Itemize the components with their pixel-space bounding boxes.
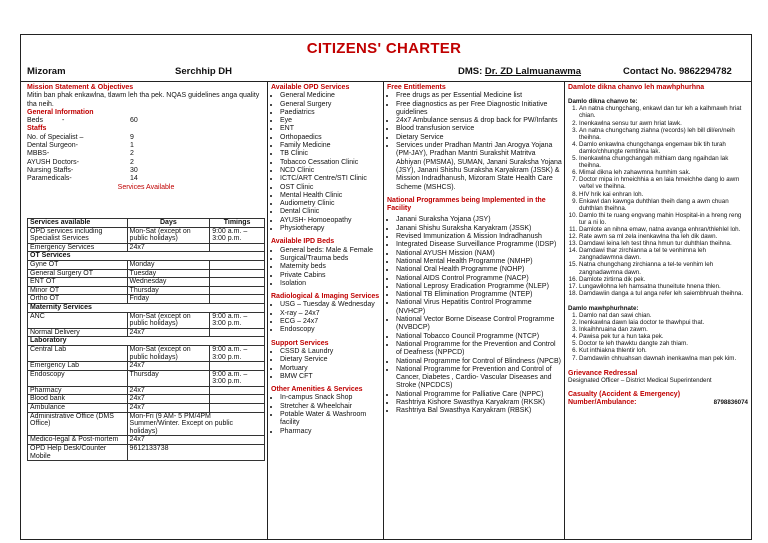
support-service-item: • CSSD & Laundry: [280, 348, 381, 356]
right-item: 14. Damdawi thar zirchianna a tel te venhimna leh zangnadawmna dawn.: [579, 247, 748, 261]
casualty-title: Casualty (Accident & Emergency) Number/Ambulance:: [568, 390, 681, 407]
program-item: • National Virus Hepatitis Control Programme (NVHCP): [396, 299, 562, 316]
service-row: [28, 269, 265, 278]
service-days: 24x7: [127, 243, 210, 252]
duty-item: 4. Pawisa pek tur a hun taka pek.: [579, 333, 748, 340]
radio-service-item: • USG – Tuesday & Wednesday: [280, 301, 381, 309]
amenity-item: • Pharmacy: [280, 428, 381, 436]
right-item: 17. Lungawilohna leh hamsatna thuneitute hnena thlen.: [579, 283, 748, 290]
radio-service-item: • X-ray – 24x7: [280, 310, 381, 318]
amenity-item: • Stretcher & Wheelchair: [280, 403, 381, 411]
support-service-item: • Dietary Service: [280, 356, 381, 364]
opd-service-item: • TB Clinic: [280, 150, 381, 158]
right-item: 8. HIV hrik kai enhran loh.: [579, 191, 748, 198]
service-name: ENT OT: [28, 278, 128, 287]
duty-item: 2. Inenkawlna dawn laia doctor te thawhpui that.: [579, 319, 748, 326]
right-item: 16. Damlote zirtirna dik pek.: [579, 276, 748, 283]
service-name: Medico-legal & Post-mortem: [28, 436, 128, 445]
service-row: [28, 260, 265, 269]
ipd-bed-item: • Isolation: [280, 280, 381, 288]
program-item: • National Programme for Palliative Care (NPPC): [396, 391, 562, 399]
services-table-header: [28, 219, 265, 228]
opd-service-item: • Audiometry Clinic: [280, 200, 381, 208]
opd-service-item: • General Medicine: [280, 92, 381, 100]
duty-item: 1. Damlo nat dan sawi chian.: [579, 312, 748, 319]
staffs-title: Staffs: [27, 125, 47, 133]
service-row: [28, 243, 265, 252]
grievance-title: Grievance Redressal: [568, 369, 638, 377]
header-services: Services available: [28, 219, 128, 228]
service-name: Normal Delivery: [28, 328, 128, 337]
staff-value: 2: [130, 158, 134, 166]
amenity-item: • Potable Water & Washroom facility: [280, 411, 381, 428]
mission-title: Mission Statement & Objectives: [27, 84, 134, 91]
beds-row: [27, 117, 265, 125]
service-name: OPD Help Desk/Counter Mobile: [28, 445, 128, 461]
service-name: Emergency Services: [28, 243, 128, 252]
column-services: [271, 84, 381, 436]
service-timing: 9:00 a.m. – 3:00 p.m.: [210, 345, 265, 361]
free-entitlement-item: • Dietary Service: [396, 134, 562, 142]
program-list: [387, 216, 562, 415]
program-item: • National Programme for Prevention and Control of Cancer, Diabetes , Cardio- Vascular Diseases and Stroke (NPCDCS): [396, 366, 562, 391]
service-row: [28, 362, 265, 371]
service-timing: [210, 243, 265, 252]
header-days: Days: [127, 219, 210, 228]
service-days: 24x7: [127, 386, 210, 395]
service-row: [28, 286, 265, 295]
staff-list: [27, 134, 265, 184]
right-item: 7. Doctor mipa in hmeichhia a en laia hmeichhe dang lo awm ve/tel ve theihna.: [579, 176, 748, 190]
right-item: 9. Enkawl dan kawnga duhthlan theih dang a awm chuan duhthlan theihna.: [579, 198, 748, 212]
right-item: 1. An natna chungchang, enkawl dan tur leh a kalhmawh hriat chian.: [579, 105, 748, 119]
service-days: 9612133738: [127, 445, 264, 461]
program-item: • National AIDS Control Programme (NACP): [396, 275, 562, 283]
programs-title: National Programmes being Implemented in the Facility: [387, 196, 546, 213]
duty-item: 5. Doctor te leh thawktu dangte zah thiam.: [579, 340, 748, 347]
program-item: • National TB Elimination Programme (NTEP): [396, 291, 562, 299]
amenity-item: • In-campus Snack Shop: [280, 394, 381, 402]
duties-title: Damlo mawhphurhnate:: [568, 304, 639, 312]
program-item: • National Leprosy Eradication Programme (NLEP): [396, 283, 562, 291]
service-timing: [210, 286, 265, 295]
service-days: Thursday: [127, 286, 210, 295]
support-list: [271, 348, 381, 381]
service-name: Pharmacy: [28, 386, 128, 395]
service-timing: [210, 269, 265, 278]
service-timing: [210, 395, 265, 404]
program-item: • National Programme for the Prevention and Control of Deafness (NPPCD): [396, 341, 562, 358]
services-table: [27, 218, 265, 461]
service-days: Friday: [127, 295, 210, 304]
free-title: Free Entitlements: [387, 84, 446, 91]
program-item: • Janani Shishu Suraksha Karyakram (JSSK): [396, 225, 562, 233]
service-row: [28, 295, 265, 304]
service-name: Ambulance: [28, 404, 128, 413]
service-group-row: [28, 337, 265, 346]
staff-value: 2: [130, 150, 134, 158]
right-item: 2. Inenkawlna sensu tur awm hriat lawk.: [579, 120, 748, 127]
free-entitlement-item: • Services under Pradhan Mantri Jan Arogya Yojana (PM-JAY), Pradhan Mantri Surakshit Matritva Abhiyan (PMSMA), SUMAN, Janani Suraksha Yojana (JSY), Janani Shishu Suraksha Karyakram (JSSK) & Mission Indradhanush, Mizoram State Health Care Scheme (MSHCS).: [396, 142, 562, 192]
duty-item: 7. Damdawiin chhuahsan dawnah inenkawlna man pek kim.: [579, 355, 748, 362]
casualty-number: 8798836074: [713, 399, 748, 407]
ipd-bed-item: • Private Cabins: [280, 272, 381, 280]
program-item: • Revised Immunization & Mission Indradhanush: [396, 233, 562, 241]
service-timing: [210, 386, 265, 395]
staff-row: [27, 159, 265, 167]
service-group-label: OT Services: [28, 252, 265, 261]
right-item: 13. Damdawi leina leh test tihna hmun tur duhthlan theihna.: [579, 240, 748, 247]
staff-row: [27, 175, 265, 183]
column-divider: [564, 81, 565, 540]
column-general: [27, 84, 265, 192]
staff-label: Dental Surgeon-: [27, 142, 78, 150]
ipd-bed-item: • Surgical/Trauma beds: [280, 255, 381, 263]
header-divider: [20, 81, 752, 82]
service-row: [28, 345, 265, 361]
program-item: • Rashtriya Kishore Swasthya Karyakram (RKSK): [396, 399, 562, 407]
rights-section-title: Damlote dikna chanvo leh mawhphurhna: [568, 84, 705, 91]
grievance-text: Designated Officer – District Medical Superintendent: [568, 376, 712, 384]
radio-title: Radiological & Imaging Services: [271, 293, 380, 301]
page-title: CITIZENS' CHARTER: [306, 40, 462, 57]
beds-value: 60: [130, 117, 138, 125]
support-title: Support Services: [271, 339, 329, 347]
service-days: Monday: [127, 260, 210, 269]
opd-service-item: • Eye: [280, 117, 381, 125]
service-timing: 9:00 a.m. – 3:00 p.m.: [210, 370, 265, 386]
service-name: Emergency Lab: [28, 362, 128, 371]
staff-label: Nursing Staffs-: [27, 166, 74, 174]
staff-row: [27, 167, 265, 175]
opd-service-item: • Physiotherapy: [280, 225, 381, 233]
contact-number: Contact No. 9862294782: [623, 66, 732, 77]
support-service-item: • BMW CFT: [280, 373, 381, 381]
service-group-label: Maternity Services: [28, 303, 265, 312]
program-item: • National Tobacco Council Programme (NTCP): [396, 333, 562, 341]
service-name: General Surgery OT: [28, 269, 128, 278]
program-item: • Janani Suraksha Yojana (JSY): [396, 216, 562, 224]
service-name: OPD services including Specialist Services: [28, 227, 128, 243]
ipd-list: [271, 247, 381, 288]
service-row: [28, 404, 265, 413]
program-item: • Integrated Disease Surveillance Programme (IDSP): [396, 241, 562, 249]
service-name: Minor OT: [28, 286, 128, 295]
service-name: Administrative Office (DMS Office): [28, 412, 128, 436]
free-entitlement-item: • Free drugs as per Essential Medicine list: [396, 92, 562, 100]
service-name: Blood bank: [28, 395, 128, 404]
service-row: [28, 412, 265, 436]
hospital-name: Serchhip DH: [175, 66, 233, 77]
radio-list: [271, 301, 381, 334]
service-row: [28, 370, 265, 386]
free-entitlement-item: • Blood transfusion service: [396, 125, 562, 133]
duty-item: 3. Inkaihhruaina dan zawm.: [579, 326, 748, 333]
ipd-bed-item: • Maternity beds: [280, 263, 381, 271]
opd-service-item: • General Surgery: [280, 101, 381, 109]
right-item: 3. An natna chungchang ziahna (records) leh bill dil/en/neih theihna.: [579, 127, 748, 141]
program-item: • National Oral Health Programme (NOHP): [396, 266, 562, 274]
right-item: 11. Damlote an nihna emaw, natna avanga enhran/thlehlel loh.: [579, 226, 748, 233]
staff-label: No. of Specialist –: [27, 133, 84, 141]
right-item: 5. Inenkawlna chungchangah mithiam dang ngaihdan lak theihna.: [579, 155, 748, 169]
service-days: 24x7: [127, 436, 264, 445]
service-name: Endoscopy: [28, 370, 128, 386]
staff-row: [27, 142, 265, 150]
service-name: Gyne OT: [28, 260, 128, 269]
free-entitlement-item: • Free diagnostics as per Free Diagnostic Initiative guidelines: [396, 101, 562, 118]
service-row: [28, 328, 265, 337]
service-days: Tuesday: [127, 269, 210, 278]
service-timing: 9:00 a.m. – 3:00 p.m.: [210, 227, 265, 243]
radio-service-item: • Endoscopy: [280, 326, 381, 334]
service-name: Ortho OT: [28, 295, 128, 304]
service-timing: [210, 260, 265, 269]
right-item: 6. Mimal dikna leh zahawmna humhim sak.: [579, 169, 748, 176]
state-name: Mizoram: [27, 66, 66, 77]
duties-list: [568, 312, 748, 362]
service-days: Mon-Sat (except on public holidays): [127, 227, 210, 243]
services-available-title: Services Available: [117, 183, 175, 191]
service-row: [28, 278, 265, 287]
service-days: 24x7: [127, 404, 210, 413]
service-days: Mon-Sat (except on public holidays): [127, 345, 210, 361]
beds-dash: -: [62, 117, 65, 125]
opd-service-item: • ICTC/ART Centre/STI Clinic: [280, 175, 381, 183]
rights-list: [568, 105, 748, 297]
opd-service-item: • ENT: [280, 125, 381, 133]
opd-service-item: • Tobacco Cessation Clinic: [280, 159, 381, 167]
service-timing: 9:00 a.m. – 3:00 p.m.: [210, 312, 265, 328]
program-item: • Rashtriya Bal Swasthya Karyakram (RBSK): [396, 407, 562, 415]
opd-title: Available OPD Services: [271, 84, 350, 91]
rights-title: Damlo dikna chanvo te:: [568, 98, 638, 106]
service-timing: [210, 295, 265, 304]
right-item: 12. Rate awm sa ml zela inenkawlna tha leh dik dawn.: [579, 233, 748, 240]
service-timing: [210, 278, 265, 287]
right-item: 18. Damdawiin danga a tul anga refer leh saiembhruah theihna.: [579, 290, 748, 297]
column-entitlements: [387, 84, 562, 416]
column-divider: [383, 81, 384, 540]
opd-service-item: • OST Clinic: [280, 184, 381, 192]
staff-label: AYUSH Doctors-: [27, 158, 79, 166]
service-days: Wednesday: [127, 278, 210, 287]
dms-name: Dr. ZD Lalmuanawma: [484, 66, 582, 77]
staff-row: [27, 150, 265, 158]
program-item: • National AYUSH Mission (NAM): [396, 250, 562, 258]
right-item: 10. Damlo thi te ruang engvang mahin Hospital-in a hreng reng tur a ni lo.: [579, 212, 748, 226]
program-item: • National Mental Health Programme (NMHP): [396, 258, 562, 266]
service-days: Mon-Fri (9 AM- 5 PM/4PM Summer/Winter. Except on public holidays): [127, 412, 264, 436]
program-item: • National Vector Borne Disease Control Programme (NVBDCP): [396, 316, 562, 333]
service-name: ANC: [28, 312, 128, 328]
service-group-row: [28, 303, 265, 312]
staff-value: 9: [130, 133, 134, 141]
service-row: [28, 312, 265, 328]
service-timing: [210, 404, 265, 413]
opd-service-item: • Family Medicine: [280, 142, 381, 150]
staff-value: 14: [130, 175, 138, 183]
service-row: [28, 395, 265, 404]
service-timing: [210, 328, 265, 337]
opd-service-item: • Orthopaedics: [280, 134, 381, 142]
right-item: 15. Natna chungchang zirchianna a tel-te venhim leh zangnadawmna dawn.: [579, 261, 748, 275]
dms-info: [458, 66, 581, 77]
service-days: 24x7: [127, 362, 210, 371]
mission-text: Mitin ban phak enkawlna, tlawm leh tha pek. NQAS guidelines anga quality tha neih.: [27, 92, 260, 108]
opd-service-item: • AYUSH- Homoeopathy: [280, 217, 381, 225]
service-name: Central Lab: [28, 345, 128, 361]
header-timings: Timings: [210, 219, 265, 228]
opd-service-item: • Paediatrics: [280, 109, 381, 117]
free-list: [387, 92, 562, 192]
service-row: [28, 227, 265, 243]
staff-row: [27, 134, 265, 142]
staff-value: 30: [130, 166, 138, 174]
support-service-item: • Mortuary: [280, 365, 381, 373]
service-days: 24x7: [127, 328, 210, 337]
service-row: [28, 436, 265, 445]
staff-label: Paramedicals-: [27, 175, 72, 183]
staff-label: MBBS-: [27, 150, 50, 158]
column-rights: [568, 84, 748, 407]
staff-value: 1: [130, 142, 134, 150]
ipd-bed-item: • General beds: Male & Female: [280, 247, 381, 255]
service-group-label: Laboratory: [28, 337, 265, 346]
radio-service-item: • ECG – 24x7: [280, 318, 381, 326]
right-item: 4. Damlo enkawlna chungchanga engemaw bik tih turah damlo/chhungte remtihna lak.: [579, 141, 748, 155]
ipd-title: Available IPD Beds: [271, 238, 335, 246]
program-item: • National Programme for Control of Blindness (NPCB): [396, 358, 562, 366]
amenities-list: [271, 394, 381, 435]
opd-service-item: • Mental Health Clinic: [280, 192, 381, 200]
beds-label: Beds: [27, 117, 43, 125]
amenities-title: Other Amenities & Services: [271, 386, 363, 394]
free-entitlement-item: • 24x7 Ambulance sensus & drop back for PW/Infants: [396, 117, 562, 125]
duty-item: 6. Kut inthiakna thlentir loh.: [579, 347, 748, 354]
general-info-title: General Information: [27, 108, 94, 116]
column-divider: [267, 81, 268, 540]
dms-label: DMS:: [458, 66, 485, 77]
service-days: 24x7: [127, 395, 210, 404]
opd-service-item: • Dental Clinic: [280, 208, 381, 216]
service-group-row: [28, 252, 265, 261]
service-timing: [210, 362, 265, 371]
service-row: [28, 386, 265, 395]
opd-service-item: • NCD Clinic: [280, 167, 381, 175]
service-days: Mon-Sat (except on public holidays): [127, 312, 210, 328]
service-days: Thursday: [127, 370, 210, 386]
service-row: [28, 445, 265, 461]
opd-list: [271, 92, 381, 233]
